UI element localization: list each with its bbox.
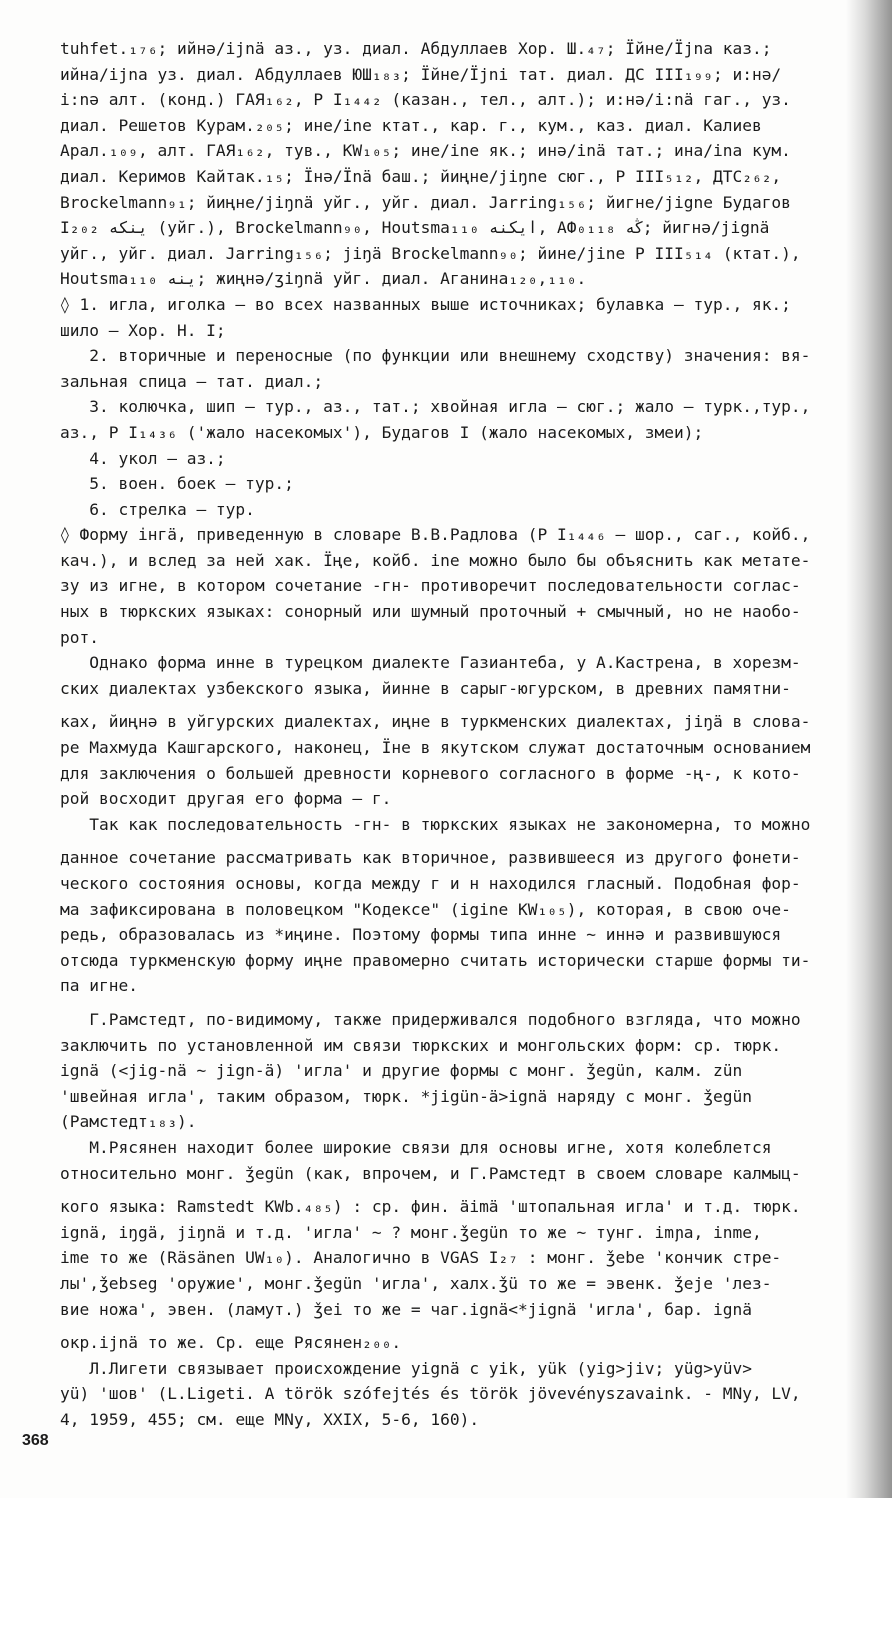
text-line: зу из игне, в котором сочетание -гн- противоречит последовательности соглас- <box>60 576 801 596</box>
text-line: ignä (<jig-nä ~ jign-ä) 'игла' и другие формы с монг. ǯegün, калм. zün <box>60 1061 743 1081</box>
text-line: 'швейная игла', таким образом, тюрк. *jigün-ä>ignä наряду с монг. ǯegün <box>60 1086 752 1106</box>
text-line: 6. стрелка – тур. <box>60 499 255 519</box>
text-line: yü) 'шов' (L.Ligeti. A török szófejtés és török jövevényszavaink. - MNy, LV, <box>60 1384 801 1404</box>
text-line: зальная спица – тат. диал.; <box>60 371 324 391</box>
text-line: ках, йиңнə в уйгурских диалектах, иңне в туркменских диалектах, jiŋä в слова- <box>60 712 811 732</box>
text-line: 4. укол – аз.; <box>60 448 226 468</box>
text-line: I₂₀₂ ينكه (уйг.), Brockelmann₉₀, Houtsma₁₁₀ ايكنه, АФ₀₁₁₈ ڭه; йигнə/jignä <box>60 218 770 238</box>
text-line: ◊ 1. игла, иголка – во всех названных выше источниках; булавка – тур., як.; <box>60 294 791 314</box>
text-line: ре Махмуда Кашгарского, наконец, Їне в якутском служат достаточным основанием <box>60 738 811 758</box>
text-line: Brockelmann₉₁; йиңне/jiŋnä уйг., уйг. диал. Jarring₁₅₆; йигне/jigne Будагов <box>60 192 791 212</box>
text-line: 2. вторичные и переносные (по функции или внешнему сходству) значения: вя- <box>60 346 811 366</box>
text-line: заключить по установленной им связи тюркских и монгольских форм: ср. тюрк. <box>60 1035 782 1055</box>
text-line <box>60 1620 850 1645</box>
text-line: кач.), и вслед за ней хак. Їңе, койб. ine можно было бы объяснить как метате- <box>60 550 811 570</box>
text-line: Г.Рамстедт, по-видимому, также придерживался подобного взгляда, что можно <box>60 1009 801 1029</box>
text-line: 4, 1959, 455; см. еще MNy, XXIX, 5-6, 160). <box>60 1409 480 1429</box>
dictionary-entry <box>60 36 850 1645</box>
text-line <box>60 1458 850 1484</box>
text-line: Так как последовательность -гн- в тюркских языках не закономерна, то можно <box>60 814 811 834</box>
text-line: ime то же (Räsänen UW₁₀). Аналогично в VGAS I₂₇ : монг. ǯebe 'кончик стре- <box>60 1248 782 1268</box>
text-line: ◊ Форму інгä, приведенную в словаре В.В.Радлова (Р I₁₄₄₆ – шор., саг., койб., <box>60 525 811 545</box>
text-line: рот. <box>60 627 99 647</box>
text-line <box>60 1509 850 1535</box>
text-line: ских диалектах узбекского языка, йинне в сарыг-югурском, в древних памятни- <box>60 678 791 698</box>
text-line <box>60 1568 850 1594</box>
text-line: отсюда туркменскую форму иңне правомерно считать исторически старше формы ти- <box>60 950 811 970</box>
text-line: 3. колючка, шип – тур., аз., тат.; хвойная игла – сюг.; жало – турк.,тур., <box>60 397 811 417</box>
text-line: па игне. <box>60 976 138 996</box>
text-line: относительно монг. ǯegün (как, впрочем, и Г.Рамстедт в своем словаре калмыц- <box>60 1163 801 1183</box>
text-line: Однако форма инне в турецком диалекте Газиантеба, у А.Кастрена, в хорезм- <box>60 653 801 673</box>
text-line <box>60 1535 850 1561</box>
text-line: Л.Лигети связывает происхождение yignä с yik, yük (yig>jiv; yüg>yüv> <box>60 1358 752 1378</box>
text-line: аз., Р I₁₄₃₆ ('жало насекомых'), Будагов I (жало насекомых, змеи); <box>60 422 704 442</box>
text-line: уйг., уйг. диал. Jarring₁₅₆; jiŋä Brockelmann₉₀; йине/jine Р III₅₁₄ (ктат.), <box>60 243 801 263</box>
text-line <box>60 1432 850 1458</box>
text-line: 5. воен. боек – тур.; <box>60 474 294 494</box>
text-line: для заключения о большей древности корневого согласного в форме -ң-, к кото- <box>60 763 801 783</box>
text-line: (Рамстедт₁₈₃). <box>60 1112 197 1132</box>
text-line: данное сочетание рассматривать как вторичное, развившееся из другого фонети- <box>60 848 801 868</box>
text-line <box>60 1594 850 1620</box>
text-line: лы',ǯebseg 'оружие', монг.ǯegün 'игла', халх.ǯü то же = эвенк. ǯeje 'лез- <box>60 1273 772 1293</box>
text-line: ignä, iŋgä, jiŋnä и т.д. 'игла' ~ ? монг.ǯegün то же ~ тунг. imɲa, inme, <box>60 1222 762 1242</box>
page-number: 368 <box>22 1432 49 1449</box>
text-line: Арал.₁₀₉, алт. ГАЯ₁₆₂, тув., KW₁₀₅; ине/ine як.; инə/inä тат.; ина/ina кум. <box>60 141 791 161</box>
text-line: ма зафиксирована в половецком "Кодексе" (igine KW₁₀₅), которая, в свою оче- <box>60 899 791 919</box>
text-line: рой восходит другая его форма – г. <box>60 789 392 809</box>
text-line <box>60 1484 850 1510</box>
text-line: редь, образовалась из *иңине. Поэтому формы типа инне ~ иннə и развившуюся <box>60 925 782 945</box>
text-line: вие ножа', эвен. (ламут.) ǯei то же = чаг.ignä<*jignä 'игла', бар. ignä <box>60 1299 752 1319</box>
text-line: ийна/ijna уз. диал. Абдуллаев ЮШ₁₈₃; Їйне/Їjni тат. диал. ДС III₁₉₉; и:нə/ <box>60 64 782 84</box>
text-line: ческого состояния основы, когда между г и н находился гласный. Подобная фор- <box>60 874 801 893</box>
text-line: М.Рясянен находит более широкие связи для основы игне, хотя колеблется <box>60 1137 772 1157</box>
scan-edge-shadow <box>846 0 892 1498</box>
text-line: диал. Керимов Кайтак.₁₅; Їнə/Їnä баш.; йиңне/jiŋne сюг., Р III₅₁₂, ДТС₂₆₂, <box>60 166 782 186</box>
text-line: шило – Хор. Н. I; <box>60 320 226 340</box>
text-line: диал. Решетов Курам.₂₀₅; ине/ine ктат., кар. г., кум., каз. диал. Калиев <box>60 115 762 135</box>
text-line: tuhfet.₁₇₆; ийнə/ijnä аз., уз. диал. Абдуллаев Хор. Ш.₄₇; Їйне/Їjna каз.; <box>60 39 772 58</box>
text-line: Houtsma₁₁₀ ينه; жиңнə/ӡiŋnä уйг. диал. Аганина₁₂₀,₁₁₀. <box>60 269 587 289</box>
text-line: ных в тюркских языках: сонорный или шумный проточный + смычный, но не наобо- <box>60 602 801 622</box>
text-line: окр.ijnä то же. Ср. еще Рясянен₂₀₀. <box>60 1333 402 1353</box>
text-line: кого языка: Ramstedt KWb.₄₈₅) : ср. фин. äimä 'штопальная игла' и т.д. тюрк. <box>60 1197 801 1217</box>
text-line: i:nə алт. (конд.) ГАЯ₁₆₂, Р I₁₄₄₂ (казан., тел., алт.); и:нə/i:nä гаг., уз. <box>60 90 791 110</box>
